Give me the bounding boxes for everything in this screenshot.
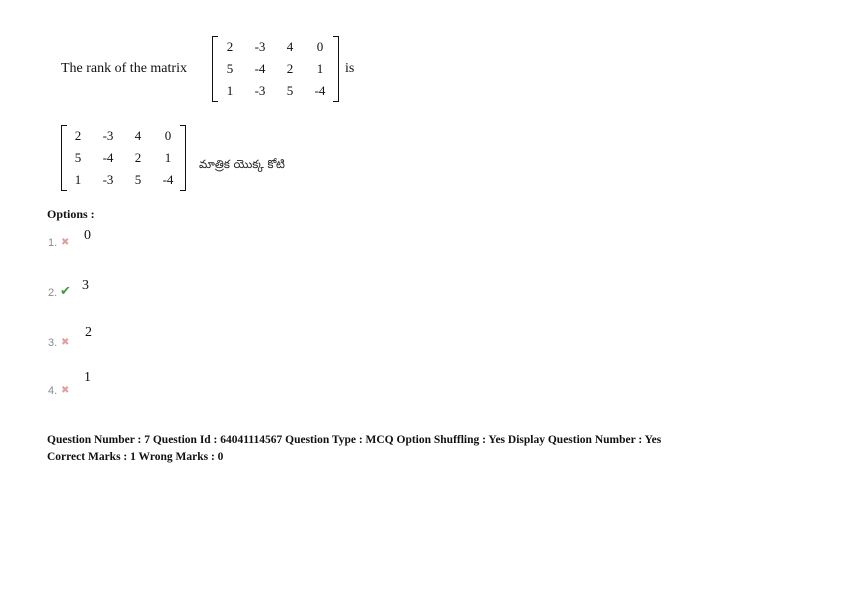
option-value: 3: [82, 278, 89, 293]
matrix-row: [212, 60, 339, 78]
matrix-cell: 2: [286, 61, 294, 76]
matrix-cell: 4: [286, 39, 294, 54]
option-number: 1.: [48, 237, 58, 249]
matrix-cell: 0: [164, 128, 172, 143]
matrix-cell: 2: [134, 150, 142, 165]
matrix-cell: -3: [254, 83, 266, 98]
option-number: 4.: [48, 385, 58, 397]
matrix-cell: -4: [314, 83, 326, 98]
question-suffix: is: [345, 61, 355, 76]
wrong-mark-icon: ✖: [61, 385, 70, 396]
matrix-cell: 2: [74, 128, 82, 143]
matrix-cell: 5: [74, 150, 82, 165]
check-mark-icon: ✔: [60, 284, 71, 299]
matrix-cell: -4: [254, 61, 266, 76]
matrix-cell: -4: [102, 150, 114, 165]
marks-meta-line: Correct Marks : 1 Wrong Marks : 0: [47, 451, 224, 463]
telugu-matrix: [61, 125, 186, 191]
matrix-cell: 2: [226, 39, 234, 54]
option-value: 1: [84, 370, 91, 385]
matrix-row: [61, 149, 186, 167]
matrix-cell: 4: [134, 128, 142, 143]
wrong-mark-icon: ✖: [61, 237, 70, 248]
option-number: 3.: [48, 337, 58, 349]
option-value: 0: [84, 228, 91, 243]
matrix-cell: 1: [316, 61, 324, 76]
telugu-question-text: మాత్రిక యొక్క కోటి: [199, 157, 285, 171]
matrix-cell: 5: [134, 172, 142, 187]
option-number: 2.: [48, 287, 58, 299]
matrix-cell: -3: [254, 39, 266, 54]
matrix-row: [212, 82, 339, 100]
question-text: The rank of the matrix: [61, 61, 187, 76]
matrix-row: [61, 171, 186, 189]
matrix-cell: 5: [286, 83, 294, 98]
matrix-cell: -3: [102, 172, 114, 187]
question-meta-line: Question Number : 7 Question Id : 64041114567 Question Type : MCQ Option Shuffling : Yes Display Question Number : Yes: [47, 434, 662, 446]
matrix-cell: 5: [226, 61, 234, 76]
matrix-row: [61, 127, 186, 145]
question-matrix: [212, 36, 339, 102]
options-label: Options :: [47, 207, 95, 221]
option-value: 2: [85, 325, 92, 340]
matrix-cell: -3: [102, 128, 114, 143]
matrix-cell: 1: [226, 83, 234, 98]
matrix-cell: 0: [316, 39, 324, 54]
matrix-cell: -4: [162, 172, 174, 187]
matrix-cell: 1: [164, 150, 172, 165]
wrong-mark-icon: ✖: [61, 337, 70, 348]
matrix-cell: 1: [74, 172, 82, 187]
matrix-row: [212, 38, 339, 56]
